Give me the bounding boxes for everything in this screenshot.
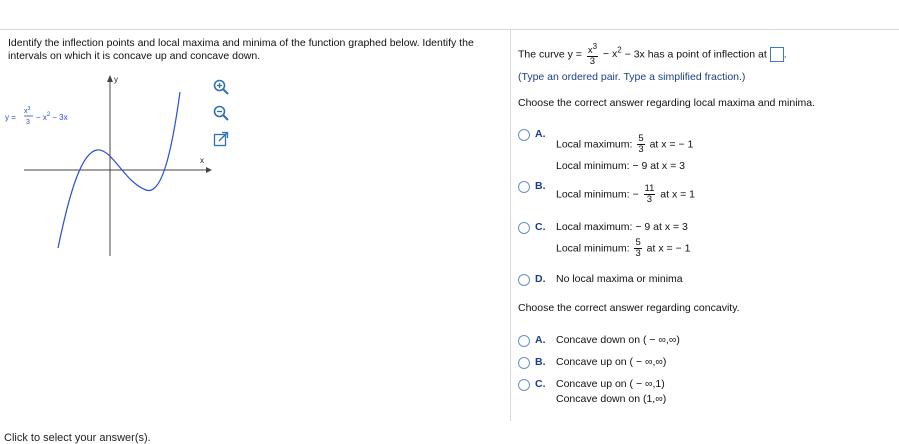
concavity-option-c-letter: C. (535, 378, 546, 390)
x-axis-arrow (206, 167, 212, 173)
zoom-out-icon[interactable] (212, 104, 230, 122)
q1-text-after: − 3x has a point of inflection at (624, 48, 767, 61)
concavity-question-prompt: Choose the correct answer regarding concavity. (518, 302, 740, 314)
concavity-option-a-line1[interactable]: Concave down on ( − ∞,∞) (556, 334, 680, 346)
q1-period: . (783, 48, 787, 61)
y-axis-label: y (114, 75, 118, 84)
extrema-option-a-line2[interactable]: Local minimum: − 9 at x = 3 (556, 160, 685, 172)
extrema-option-d-radio[interactable] (518, 274, 530, 286)
function-label-rest: − $x^2 - 3x$ (36, 112, 68, 122)
inflection-answer-input[interactable] (770, 47, 784, 62)
extrema-option-c-letter: C. (535, 221, 546, 233)
x-axis-label: x (200, 156, 204, 165)
footer-instruction: Click to select your answer(s). (4, 432, 151, 444)
q1-text-mid: − $x^2$ (602, 45, 622, 61)
extrema-option-a-radio[interactable] (518, 129, 530, 141)
extrema-option-a-letter: A. (535, 128, 546, 140)
extrema-option-c-line1[interactable]: Local maximum: − 9 at x = 3 (556, 221, 688, 233)
extrema-option-c-line2[interactable]: Local minimum: $\frac{5}{3}$ at x = − 1 (556, 237, 691, 259)
q1-fraction: $\frac{x^3}{3}$ (587, 42, 598, 68)
extrema-option-d-letter: D. (535, 273, 546, 285)
extrema-question-prompt: Choose the correct answer regarding local maxima and minima. (518, 97, 816, 109)
question-prompt: Identify the inflection points and local maxima and minima of the function graphed below. Identify the intervals on which it is concave up and concave down. (8, 37, 474, 62)
extrema-option-b-line1[interactable]: Local minimum: − $\frac{11}{3}$ at x = 1 (556, 183, 696, 205)
concavity-option-b-letter: B. (535, 356, 546, 368)
concavity-option-a-radio[interactable] (518, 335, 530, 347)
function-label-frac-num: $x^3$ (24, 106, 31, 115)
extrema-option-a-line1[interactable]: Local maximum: $\frac{5}{3}$ at x = − 1 (556, 133, 694, 155)
concavity-option-b-radio[interactable] (518, 357, 530, 369)
panel-divider (510, 29, 511, 421)
extrema-option-b-radio[interactable] (518, 181, 530, 193)
concavity-option-c-line2[interactable]: Concave down on (1,∞) (556, 393, 667, 405)
concavity-option-b-line1[interactable]: Concave up on ( − ∞,∞) (556, 356, 667, 368)
top-separator (0, 29, 899, 30)
concavity-option-c-line1[interactable]: Concave up on ( − ∞,1) (556, 378, 665, 390)
graph-tools (212, 78, 236, 156)
extrema-option-b-letter: B. (535, 180, 546, 192)
concavity-option-a-letter: A. (535, 334, 546, 346)
open-external-icon[interactable] (212, 130, 230, 148)
concavity-option-c-radio[interactable] (518, 379, 530, 391)
extrema-option-c-radio[interactable] (518, 222, 530, 234)
zoom-in-icon[interactable] (212, 78, 230, 96)
y-axis-arrow (107, 75, 113, 82)
extrema-option-d-line1[interactable]: No local maxima or minima (556, 273, 683, 285)
q1-text-before: The curve y = (518, 48, 582, 61)
q1-hint: (Type an ordered pair. Type a simplified fraction.) (518, 71, 746, 83)
inflection-question (518, 42, 787, 67)
function-label-prefix: y = (5, 113, 16, 122)
function-label-frac-den: 3 (26, 119, 30, 126)
